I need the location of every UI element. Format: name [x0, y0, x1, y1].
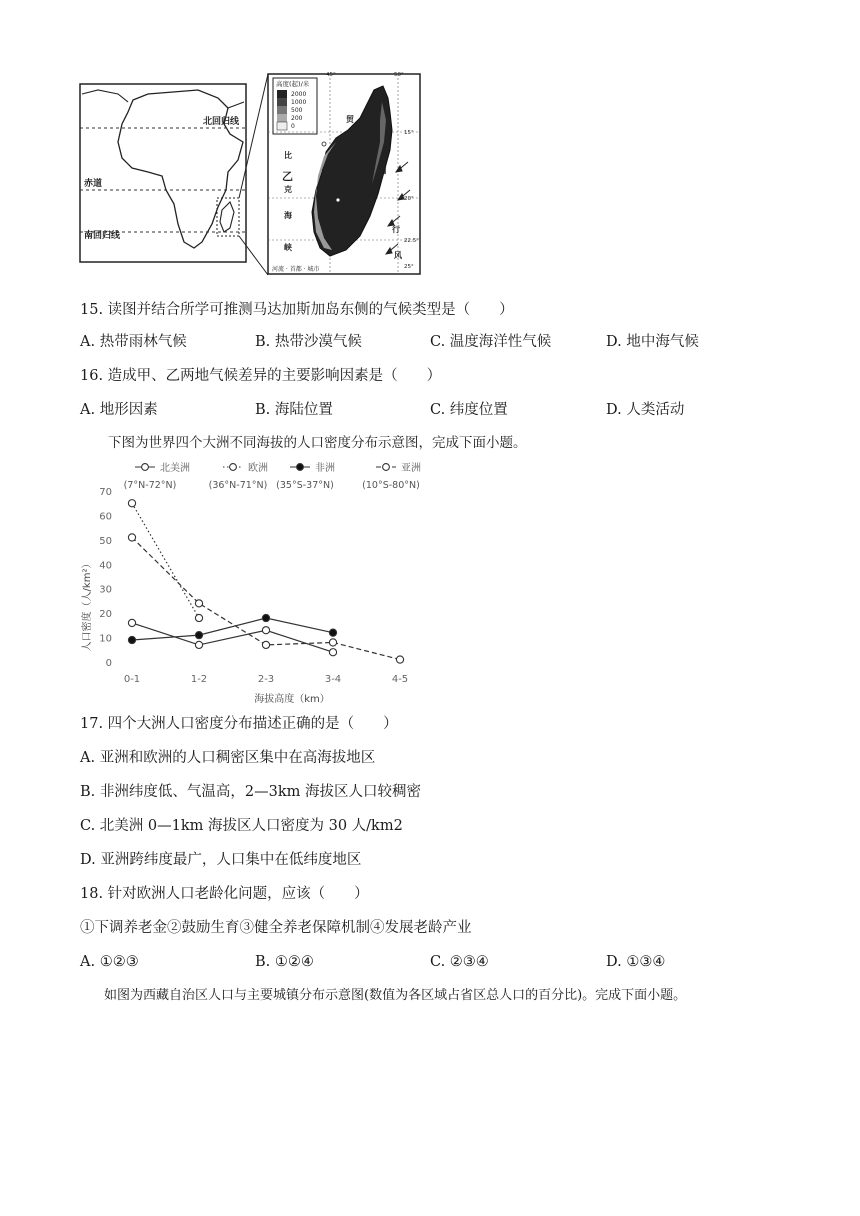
data-point — [195, 614, 202, 621]
map-figure — [78, 72, 423, 277]
svg-text:45°: 45° — [326, 72, 336, 78]
data-point — [128, 636, 135, 643]
svg-text:峡: 峡 — [284, 243, 292, 252]
svg-text:甲: 甲 — [376, 166, 387, 179]
data-point — [396, 656, 403, 663]
legend-series-range: (36°N-71°N) — [208, 480, 268, 491]
svg-text:乙: 乙 — [282, 170, 293, 183]
data-point — [262, 614, 269, 621]
q18-option-b[interactable]: B. ①②④ — [255, 954, 314, 970]
svg-text:1000: 1000 — [291, 99, 307, 106]
q17-option-d[interactable]: D. 亚洲跨纬度最广，人口集中在低纬度地区 — [80, 852, 362, 868]
intro-1: 下图为世界四个大洲不同海拔的人口密度分布示意图，完成下面小题。 — [108, 435, 527, 451]
svg-text:20°: 20° — [404, 196, 414, 202]
svg-text:2000: 2000 — [291, 91, 307, 98]
legend-series-name: 亚洲 — [401, 463, 421, 474]
y-tick-label: 70 — [99, 487, 112, 498]
x-tick-label: 1-2 — [190, 674, 208, 685]
q15-option-d[interactable]: D. 地中海气候 — [606, 334, 699, 350]
data-point — [329, 649, 336, 656]
svg-text:200: 200 — [291, 115, 303, 122]
svg-text:风: 风 — [394, 251, 402, 260]
q17-option-c[interactable]: C. 北美洲 0—1km 海拔区人口密度为 30 人/km2 — [80, 818, 403, 834]
legend-marker — [142, 464, 149, 471]
chart-x-axis — [124, 674, 408, 685]
q17-option-a[interactable]: A. 亚洲和欧洲的人口稠密区集中在高海拔地区 — [80, 750, 376, 766]
tropic-cancer-label: 北回归线 — [203, 117, 240, 127]
q17-option-b[interactable]: B. 非洲纬度低、气温高，2—3km 海拔区人口较稠密 — [80, 784, 421, 800]
svg-text:0: 0 — [291, 123, 295, 130]
data-point — [128, 534, 135, 541]
legend-marker — [383, 464, 390, 471]
y-tick-label: 20 — [99, 609, 112, 621]
series-line — [132, 503, 199, 618]
svg-text:比: 比 — [284, 151, 292, 160]
q18-items: ①下调养老金②鼓励生育③健全养老保障机制④发展老龄产业 — [80, 920, 472, 936]
y-tick-label: 40 — [99, 560, 112, 572]
y-tick-label: 0 — [105, 658, 112, 669]
legend-series-range: (35°S-37°N) — [276, 480, 334, 491]
intro-2: 如图为西藏自治区人口与主要城镇分布示意图(数值为各区域占省区总人口的百分比)。完成下面小题。 — [104, 988, 687, 1003]
svg-text:行: 行 — [392, 225, 400, 234]
q17-stem: 17. 四个大洲人口密度分布描述正确的是（ ） — [80, 716, 398, 732]
data-point — [195, 600, 202, 607]
data-point — [329, 639, 336, 646]
legend-series-name: 欧洲 — [248, 463, 268, 474]
x-tick-label: 3-4 — [324, 674, 342, 685]
legend-series-name: 非洲 — [315, 463, 335, 474]
svg-text:海: 海 — [284, 211, 292, 220]
svg-text:500: 500 — [291, 107, 303, 114]
chart-legend — [124, 461, 421, 491]
legend-series-range: (10°S-80°N) — [362, 480, 420, 491]
data-point — [128, 619, 135, 626]
y-tick-label: 10 — [99, 633, 112, 645]
svg-text:贸: 贸 — [346, 115, 354, 124]
map-svg — [78, 72, 423, 277]
tropic-capricorn-label: 南回归线 — [84, 231, 121, 241]
legend-marker — [230, 464, 237, 471]
data-point — [329, 629, 336, 636]
q18-option-c[interactable]: C. ②③④ — [430, 954, 489, 970]
legend-series-range: (7°N-72°N) — [123, 480, 177, 491]
equator-label: 赤道 — [84, 179, 103, 189]
chart-x-label: 海拔高度（km） — [254, 694, 330, 705]
legend-series-name: 北美洲 — [160, 463, 190, 474]
q16-option-c[interactable]: C. 纬度位置 — [430, 402, 508, 418]
q16-stem: 16. 造成甲、乙两地气候差异的主要影响因素是（ ） — [80, 368, 442, 384]
chart-series — [128, 500, 403, 664]
series-line — [132, 618, 333, 640]
svg-text:高度(起)/米: 高度(起)/米 — [276, 80, 310, 88]
svg-text:22.5°: 22.5° — [404, 238, 419, 244]
q16-option-d[interactable]: D. 人类活动 — [606, 402, 685, 418]
q18-option-d[interactable]: D. ①③④ — [606, 954, 666, 970]
chart-svg — [70, 455, 450, 710]
map-bottom-legend: 河流 · 首都 · 城市 — [272, 266, 320, 273]
svg-text:15°: 15° — [404, 130, 414, 136]
data-point — [262, 627, 269, 634]
q18-option-a[interactable]: A. ①②③ — [80, 954, 139, 970]
q15-stem: 15. 读图并结合所学可推测马达加斯加岛东侧的气候类型是（ ） — [80, 302, 514, 318]
data-point — [195, 641, 202, 648]
q16-option-b[interactable]: B. 海陆位置 — [255, 402, 333, 418]
q18-stem: 18. 针对欧洲人口老龄化问题，应该（ ） — [80, 886, 369, 902]
data-point — [128, 500, 135, 507]
legend-marker — [297, 464, 304, 471]
x-tick-label: 4-5 — [391, 674, 409, 685]
data-point — [195, 632, 202, 639]
x-tick-label: 0-1 — [123, 674, 141, 685]
x-tick-label: 2-3 — [257, 674, 275, 685]
chart-y-axis — [99, 487, 112, 669]
data-point — [262, 641, 269, 648]
svg-text:50°: 50° — [394, 72, 404, 78]
population-density-chart — [70, 455, 450, 710]
svg-text:25°: 25° — [404, 264, 414, 270]
q15-option-c[interactable]: C. 温度海洋性气候 — [430, 334, 552, 350]
y-tick-label: 30 — [99, 584, 112, 596]
y-tick-label: 60 — [99, 511, 112, 523]
chart-y-label: 人口密度（人/km²） — [82, 558, 93, 652]
q15-option-a[interactable]: A. 热带雨林气候 — [80, 334, 187, 350]
q15-option-b[interactable]: B. 热带沙漠气候 — [255, 334, 362, 350]
y-tick-label: 50 — [99, 535, 112, 547]
svg-text:克: 克 — [284, 185, 292, 194]
q16-option-a[interactable]: A. 地形因素 — [80, 402, 158, 418]
